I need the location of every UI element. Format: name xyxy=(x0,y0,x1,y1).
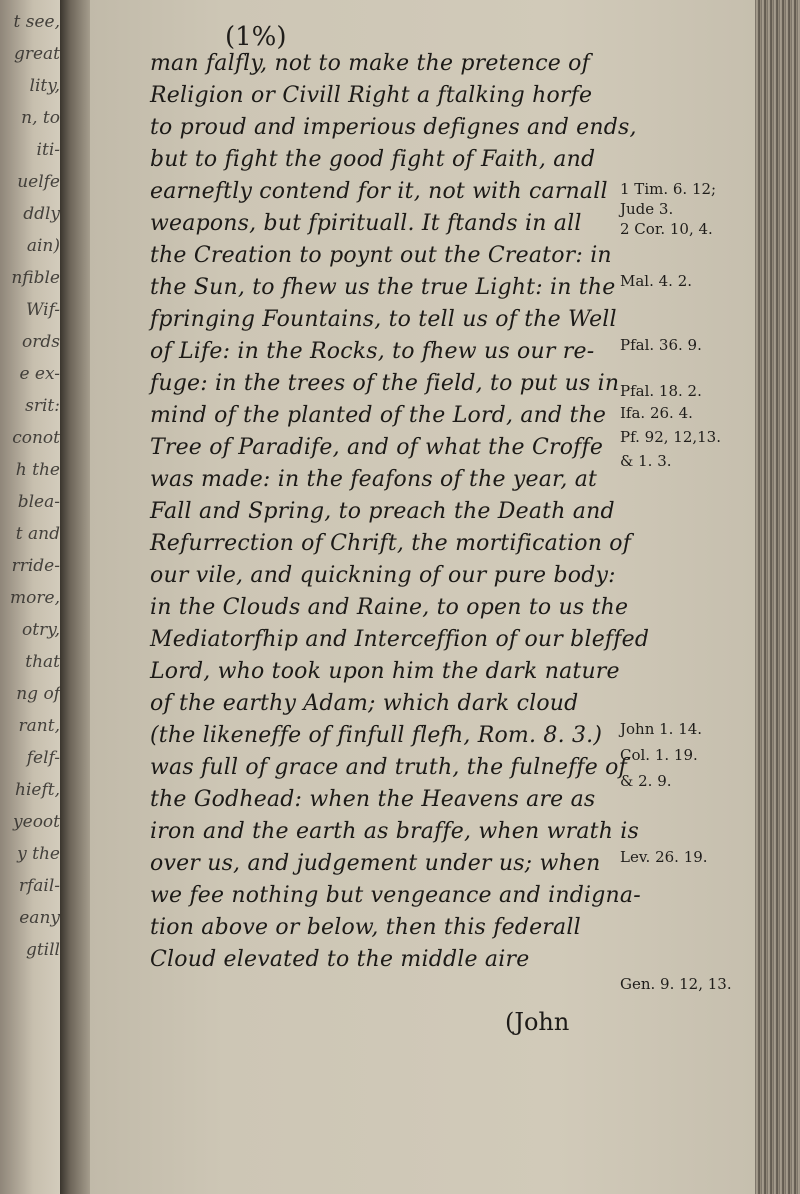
facing-page-fragment: e ex- xyxy=(19,364,60,384)
text-line: (the likeneffe of finfull flefh, Rom. 8. 3.) xyxy=(150,723,603,748)
margin-reference: Jude 3. xyxy=(620,200,674,218)
text-line: Lord, who took upon him the dark nature xyxy=(150,659,620,684)
text-line: our vile, and quickning of our pure body: xyxy=(150,563,616,588)
text-line: but to fight the good fight of Faith, and xyxy=(150,147,596,172)
facing-page-fragment: srit: xyxy=(25,396,60,416)
facing-page-fragment: hieft, xyxy=(15,780,60,800)
facing-page-fragment: conot xyxy=(12,428,60,448)
facing-page-fragment: ng of xyxy=(16,684,60,704)
facing-page-fragment: rfail- xyxy=(18,876,60,896)
text-line: weapons, but fpirituall. It ftands in all xyxy=(150,211,582,236)
page-number: (1%) xyxy=(225,22,287,52)
margin-reference: Pfal. 36. 9. xyxy=(620,336,702,354)
text-line: we fee nothing but vengeance and indigna- xyxy=(150,883,641,908)
margin-reference: 2 Cor. 10, 4. xyxy=(620,220,713,238)
text-line: over us, and judgement under us; when xyxy=(150,851,601,876)
facing-page-fragment: gtill xyxy=(25,940,60,960)
facing-page-fragment: t and xyxy=(15,524,60,544)
text-line: was full of grace and truth, the fulneffe of xyxy=(150,755,627,780)
text-line: in the Clouds and Raine, to open to us the xyxy=(150,595,629,620)
margin-reference: Ifa. 26. 4. xyxy=(620,404,693,422)
text-line: to proud and imperious defignes and ends, xyxy=(150,115,637,140)
margin-reference: Mal. 4. 2. xyxy=(620,272,693,290)
text-line: was made: in the feafons of the year, at xyxy=(150,467,598,492)
book-gutter xyxy=(60,0,90,1194)
facing-page-fragment: rride- xyxy=(11,556,60,576)
facing-page-fragment: otry, xyxy=(22,620,60,640)
facing-page-fragment: blea- xyxy=(17,492,60,512)
text-line: fpringing Fountains, to tell us of the Well xyxy=(150,307,617,332)
text-line: man falfly, not to make the pretence of xyxy=(150,51,590,76)
margin-reference: & 2. 9. xyxy=(620,772,672,790)
facing-page-fragment: iti- xyxy=(36,140,60,160)
facing-page-fragment: y the xyxy=(17,844,60,864)
facing-page-fragment: ddly xyxy=(23,204,60,224)
margin-reference: & 1. 3. xyxy=(620,452,672,470)
facing-page-fragment: n, to xyxy=(21,108,60,128)
facing-page-fragment: that xyxy=(25,652,60,672)
margin-reference: John 1. 14. xyxy=(620,720,703,738)
facing-page-fragment: t see, xyxy=(13,12,60,32)
margin-reference: Gen. 9. 12, 13. xyxy=(620,975,732,993)
facing-page-fragment: ords xyxy=(22,332,60,352)
text-line: mind of the planted of the Lord, and the xyxy=(150,403,607,428)
margin-reference: Pfal. 18. 2. xyxy=(620,382,702,400)
facing-page-fragment: Wif- xyxy=(25,300,60,320)
facing-page-edge xyxy=(0,0,60,1194)
text-line: of Life: in the Rocks, to fhew us our re- xyxy=(150,339,595,364)
margin-reference: Pf. 92, 12,13. xyxy=(620,428,721,446)
text-line: the Godhead: when the Heavens are as xyxy=(150,787,596,812)
facing-page-fragment: ain) xyxy=(26,236,60,256)
text-line: fuge: in the trees of the field, to put us in xyxy=(150,371,620,396)
text-line: of the earthy Adam; which dark cloud xyxy=(150,691,579,716)
text-line: iron and the earth as braffe, when wrath is xyxy=(150,819,639,844)
facing-page-fragment: eany xyxy=(19,908,60,928)
margin-reference: 1 Tim. 6. 12; xyxy=(620,180,717,198)
facing-page-fragment: h the xyxy=(15,460,60,480)
margin-reference: Col. 1. 19. xyxy=(620,746,698,764)
text-line: Cloud elevated to the middle aire xyxy=(150,947,530,972)
facing-page-fragment: yeoot xyxy=(13,812,60,832)
catchword: (John xyxy=(505,1008,570,1036)
margin-reference: Lev. 26. 19. xyxy=(620,848,708,866)
facing-page-fragment: lity, xyxy=(29,76,60,96)
text-line: tion above or below, then this federall xyxy=(150,915,581,940)
facing-page-fragment: uelfe xyxy=(17,172,60,192)
text-line: Fall and Spring, to preach the Death and xyxy=(150,499,615,524)
text-line: Tree of Paradife, and of what the Croffe xyxy=(150,435,604,460)
text-line: Religion or Civill Right a ftalking horfe xyxy=(150,83,593,108)
facing-page-fragment: great xyxy=(13,44,60,64)
text-line: earneftly contend for it, not with carnall xyxy=(150,179,608,204)
text-line: Mediatorfhip and Interceffion of our bleffed xyxy=(150,627,650,652)
facing-page-fragment: rant, xyxy=(18,716,60,736)
facing-page-fragment: felf- xyxy=(26,748,60,768)
facing-page-fragment: nfible xyxy=(11,268,60,288)
text-line: Refurrection of Chrift, the mortification of xyxy=(150,531,632,556)
page-fore-edge xyxy=(755,0,800,1194)
text-line: the Creation to poynt out the Creator: in xyxy=(150,243,612,268)
text-line: the Sun, to fhew us the true Light: in the xyxy=(150,275,616,300)
facing-page-fragment: more, xyxy=(10,588,60,608)
